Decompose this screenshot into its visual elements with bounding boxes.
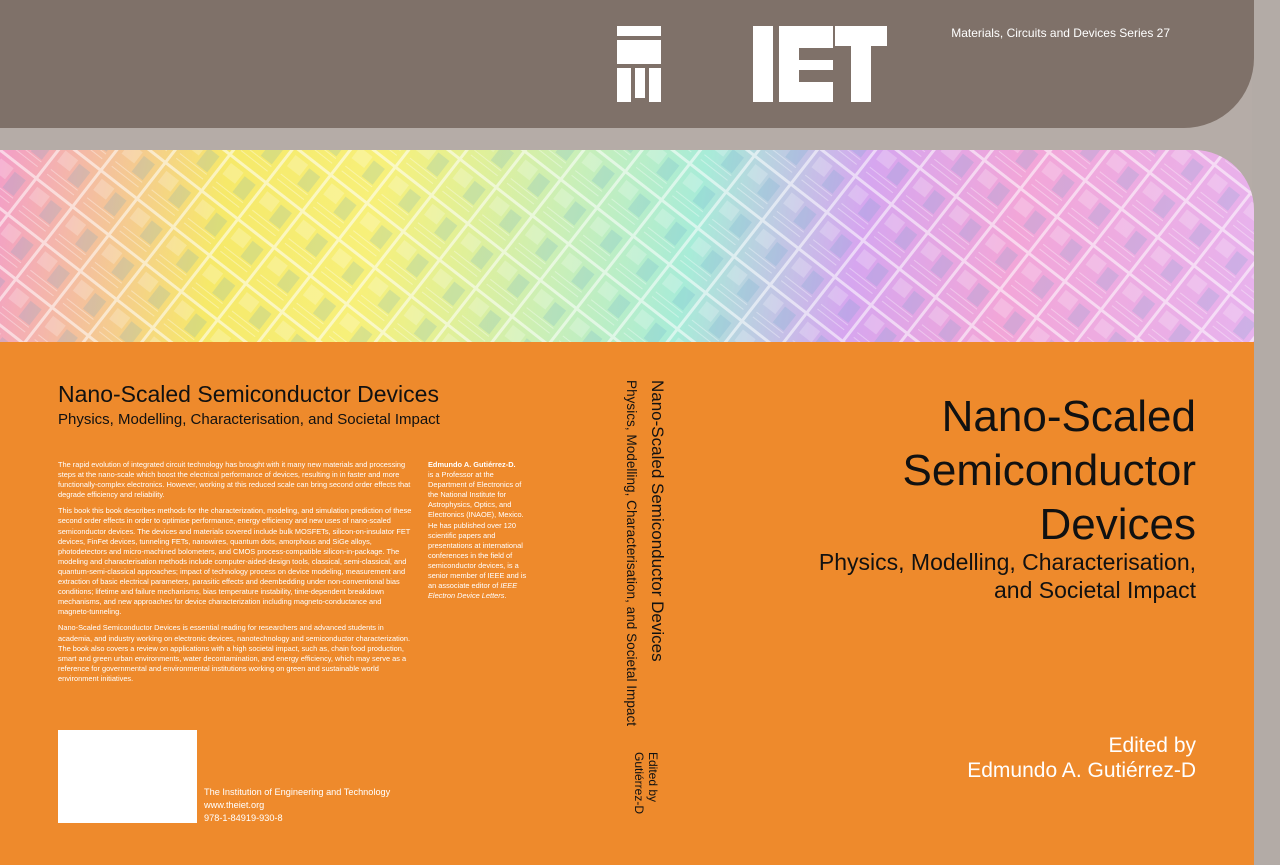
blurb-paragraph: This book this book describes methods for the characterization, modeling, and simulation prediction of these second order effects in order to optimise performance, energy efficiency and new uses of nano-scaled semiconductor devices. The devices and materials covered include bulk MOSFETs, silicon-on-insulator FET devices, FinFet devices, tunneling FETs, nanowires, quantum dots, amorphous and SiGe alloys, photodetectors and micro-machined bolometers, and CMOS process-compatible silicon-in-package. The modeling and characterisation methods include computer-aided-design tools, classical, semi-classical, and quantum-semi-classical approaches; impact of technology process on device modeling, measurement and extraction of basic electrical parameters, parasitic effects and deembedding under non-conventional bias conditions; lifetime and failure mechanisms, bias temperature instability, time-dependent breakdown mechanisms, and new approaches for device characterization including magneto-conductance and magneto-tunneling. — [58, 506, 412, 617]
spine-title: Nano-Scaled Semiconductor Devices — [648, 380, 667, 662]
spine-subtitle: Physics, Modelling, Characterisation, and Societal Impact — [624, 380, 639, 727]
front-title-line: Nano-Scaled — [941, 392, 1196, 441]
spine-iet-logo — [617, 26, 661, 102]
front-editor-name: Edmundo A. Gutiérrez-D — [967, 759, 1196, 782]
iet-logo — [753, 26, 887, 102]
publisher-info — [204, 786, 390, 825]
blurb-paragraph: Nano-Scaled Semiconductor Devices is essential reading for researchers and advanced students in academia, and industry working on electronic devices, nanotechnology and semiconductor characterization. The book also covers a review on applications with a high societal impact, such as, chain food production, smart and green urban environments, water decontamination, and energy efficiency, which may serve as a reference for governmental and environmental institutions working on green and sustainable world environment initiatives. — [58, 623, 411, 683]
front-subtitle-line: and Societal Impact — [993, 577, 1196, 603]
front-subtitle — [819, 548, 1196, 604]
front-title — [903, 390, 1196, 552]
back-title: Nano-Scaled Semiconductor Devices — [58, 381, 439, 407]
publisher-website: www.theiet.org — [204, 800, 265, 810]
front-title-line: Semiconductor — [902, 446, 1196, 495]
spine-editor-name: Gutiérrez-D — [632, 752, 646, 815]
back-blurb — [58, 460, 414, 690]
bio-name: Edmundo A. Gutiérrez-D. — [428, 460, 516, 469]
wafer-image — [0, 150, 1254, 342]
bio-journal: IEEE Electron Device Letters — [428, 581, 518, 601]
publisher-name: The Institution of Engineering and Technology — [204, 787, 391, 797]
barcode-box — [58, 730, 197, 823]
front-title-line: Devices — [1039, 500, 1196, 549]
isbn: 978-1-84919-930-8 — [204, 813, 283, 823]
front-subtitle-line: Physics, Modelling, Characterisation, — [818, 549, 1196, 575]
bio-text: is a Professor at the Department of Electronics of the National Institute for Astrophysics, Optics, and Electronics (INAOE), Mexico. He has published over 120 scientific papers and presentations at international conferences in the field of semiconductor devices, is a senior member of IEEE and is an associate editor of — [428, 470, 527, 591]
spine-editor — [632, 752, 660, 814]
spine-edited-by: Edited by — [646, 752, 660, 803]
back-subtitle: Physics, Modelling, Characterisation, and Societal Impact — [58, 411, 440, 428]
editor-bio — [428, 460, 530, 601]
side-band — [1252, 0, 1280, 865]
blurb-paragraph: The rapid evolution of integrated circuit technology has brought with it many new materials and processing steps at the nano-scale which boost the electrical performance of devices, resulting in in faster and more functionally-complex electronics. However, working at this reduced scale can bring second order effects that degrade efficiency and reliability. — [58, 460, 411, 500]
front-editor — [967, 733, 1196, 783]
bio-end: . — [504, 591, 507, 601]
front-edited-by: Edited by — [1108, 734, 1196, 757]
series-label: Materials, Circuits and Devices Series 27 — [951, 26, 1170, 40]
